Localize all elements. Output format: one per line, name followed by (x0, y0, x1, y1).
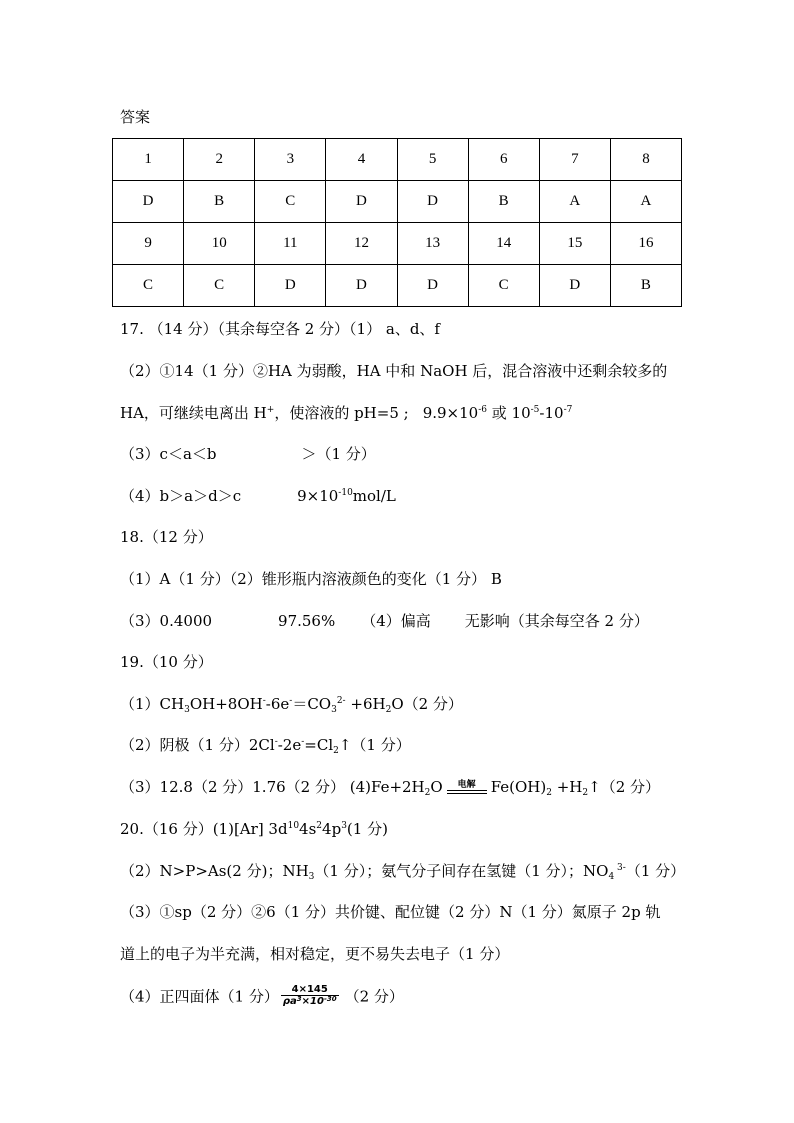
q20-part3-line2: 道上的电子为半充满，相对稳定，更不易失去电子（1 分） (120, 945, 510, 963)
table-cell: D (397, 181, 468, 223)
table-cell: C (468, 265, 539, 307)
table-cell: D (255, 265, 326, 307)
table-cell: D (326, 265, 397, 307)
q18-part3: （3）0.4000 97.56% （4）偏高 无影响（其余每空各 2 分） (120, 612, 649, 630)
table-cell: D (113, 181, 184, 223)
table-row (113, 223, 682, 265)
answer-table (112, 138, 682, 307)
table-cell: 2 (184, 139, 255, 181)
table-cell: 3 (255, 139, 326, 181)
electrolysis-arrow: 电解 (445, 777, 489, 797)
table-cell: 7 (539, 139, 610, 181)
q18-part1: （1）A（1 分）（2）锥形瓶内溶液颜色的变化（1 分） B (120, 570, 502, 588)
density-formula: $\frac{4\times 145}{\rho a^3\times 10^{-30}}$ (282, 984, 337, 1007)
table-cell: A (539, 181, 610, 223)
table-cell: B (184, 181, 255, 223)
table-cell: B (468, 181, 539, 223)
table-cell: C (184, 265, 255, 307)
q19-header: 19.（10 分） (120, 653, 213, 671)
q17-part4: （4）b＞a＞d＞c $9\times 10^{-10}mol/L$ (120, 487, 396, 505)
q17-part2-line2: HA，可继续电离出 H+，使溶液的 pH=5 ; $9.9\times 10^{-6}$ 或 $10^{-5}-10^{-7}$ (120, 404, 573, 422)
table-row (113, 265, 682, 307)
q20-header: 20.（16 分）(1)[Ar] $3d^{10}4s^24p^3(1$ 分) (120, 820, 388, 838)
table-cell: 14 (468, 223, 539, 265)
table-cell: 9 (113, 223, 184, 265)
q20-part3-line1: （3）①sp（2 分）②6（1 分）共价键、配位键（2 分）N（1 分）氮原子 2p 轨 (120, 903, 661, 921)
table-cell: D (397, 265, 468, 307)
page-title: 答案 (120, 108, 151, 126)
q20-part4: （4）正四面体（1 分） $\frac{4\times 145}{\rho a^3\times 10^{-30}}$ （2 分） (120, 984, 404, 1007)
table-cell: C (255, 181, 326, 223)
table-cell: 10 (184, 223, 255, 265)
table-cell: 8 (610, 139, 681, 181)
q19-part1: $(1)CH_3OH+8OH^--6e^-=CO_3^{2-} +6H_2O(2$ 分） (120, 695, 463, 715)
table-cell: 4 (326, 139, 397, 181)
table-cell: 11 (255, 223, 326, 265)
q18-header: 18.（12 分） (120, 528, 213, 546)
q19-part3: （3）12.8（2 分）1.76（2 分） $(4)Fe+2H_2O$ 电解 $Fe(OH)_2$ $+H_2↑(2$ 分） (120, 778, 661, 798)
table-cell: C (113, 265, 184, 307)
table-cell: 13 (397, 223, 468, 265)
q19-part2: （2）阴极（1 分）$2Cl^--2e^-=Cl_2↑(1$ 分） (120, 736, 411, 756)
table-cell: 15 (539, 223, 610, 265)
table-cell: 6 (468, 139, 539, 181)
table-row (113, 139, 682, 181)
q17-header: 17. （14 分）（其余每空各 2 分）（1） a、d、f (120, 320, 440, 338)
table-cell: 12 (326, 223, 397, 265)
table-cell: B (610, 265, 681, 307)
q20-part2: （2）N>P>As(2 分)；$NH_3(1$ 分）；氨气分子间存在氢键（1 分）；$NO_4$ $^{3-}$（1 分） (120, 862, 686, 882)
q17-part2-line1: （2）①14（1 分）②HA 为弱酸，HA 中和 NaOH 后，混合溶液中还剩余较多的 (120, 362, 668, 380)
table-cell: D (539, 265, 610, 307)
table-cell: A (610, 181, 681, 223)
table-cell: 1 (113, 139, 184, 181)
table-cell: 16 (610, 223, 681, 265)
q17-part3: （3）c＜a＜b ＞（1 分） (120, 445, 376, 463)
table-cell: 5 (397, 139, 468, 181)
table-cell: D (326, 181, 397, 223)
table-row (113, 181, 682, 223)
